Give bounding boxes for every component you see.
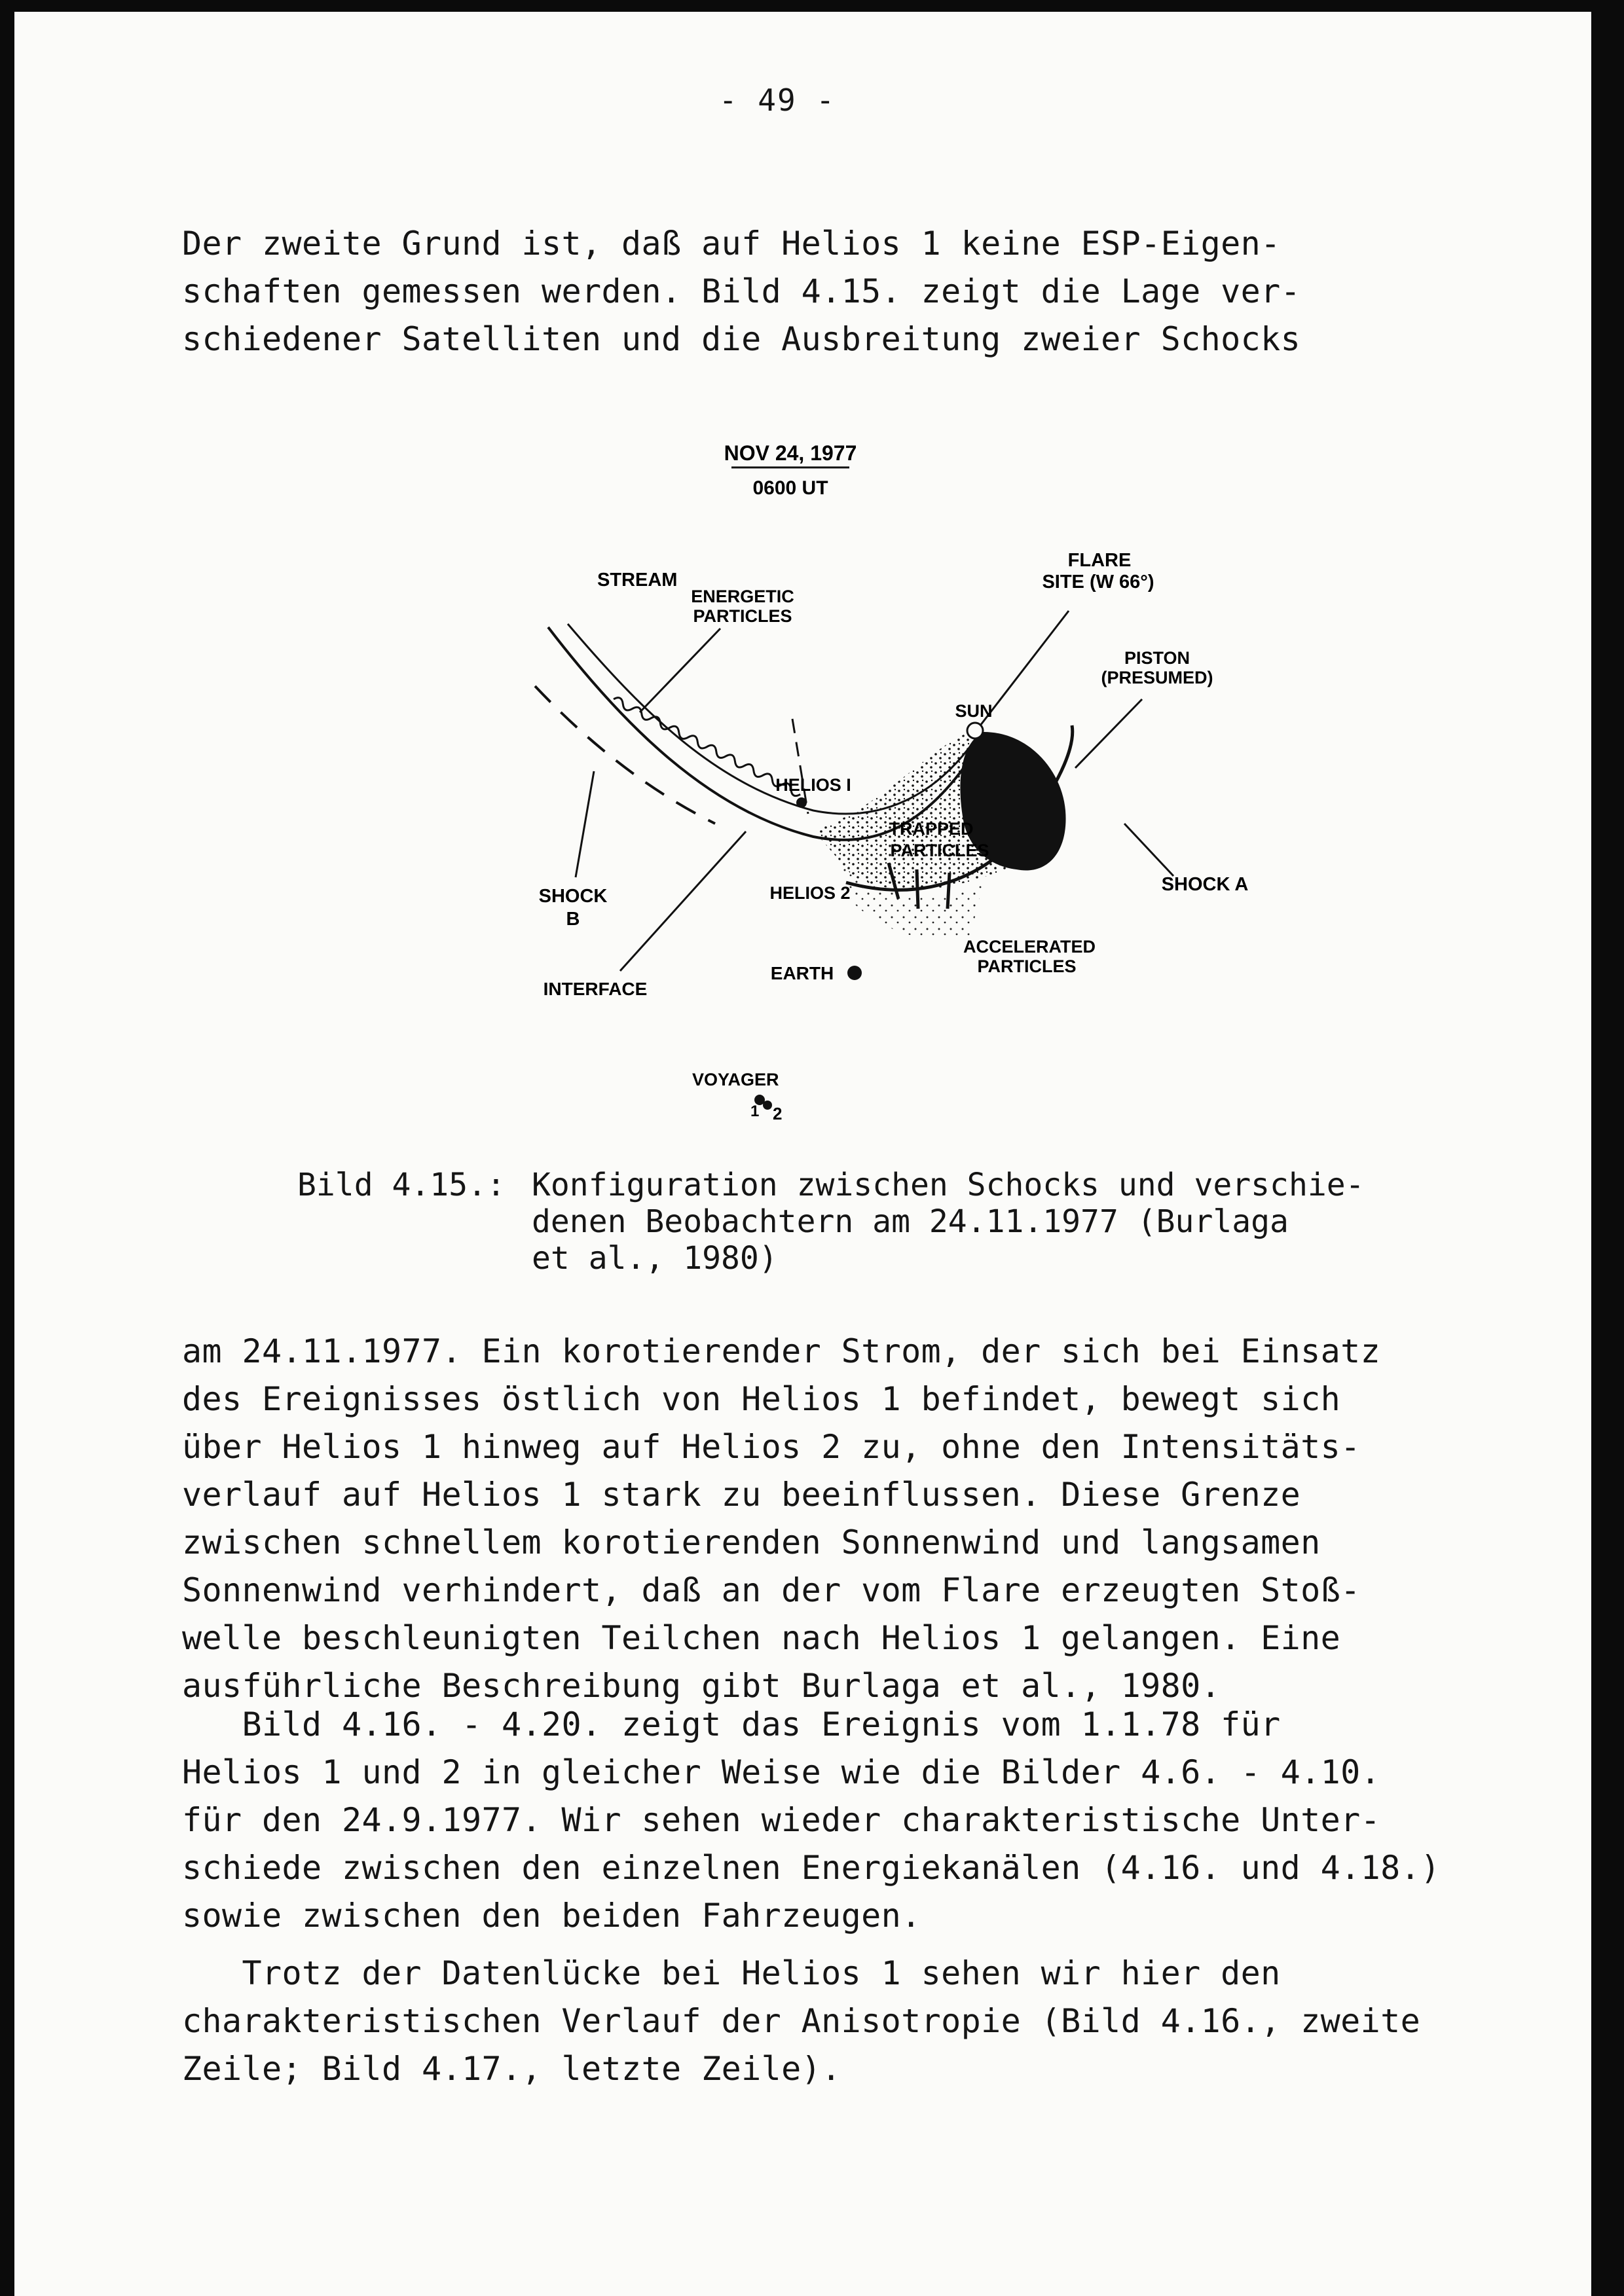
text-line: des Ereignisses östlich von Helios 1 befindet, bewegt sich	[182, 1380, 1341, 1418]
label-voyager-1: 1	[750, 1102, 760, 1120]
label-flare-site: SITE (W 66°)	[1042, 572, 1154, 592]
body-paragraph-1	[182, 1328, 1492, 1710]
leader-shock-b	[576, 771, 594, 877]
helios2-tick	[948, 873, 950, 909]
body-paragraph-2	[182, 1701, 1492, 1940]
label-earth: EARTH	[770, 963, 834, 983]
text-line: Der zweite Grund ist, daß auf Helios 1 keine ESP-Eigen-	[182, 225, 1281, 263]
label-piston-presumed: (PRESUMED)	[1101, 668, 1213, 687]
body-paragraph-3	[182, 1950, 1492, 2093]
shock-configuration-figure	[512, 431, 1272, 1138]
leader-interface	[620, 831, 746, 971]
text-line: schiede zwischen den einzelnen Energiekanälen (4.16. und 4.18.)	[182, 1849, 1441, 1887]
label-shock-b-letter: B	[566, 909, 580, 930]
text-line: verlauf auf Helios 1 stark zu beeinflussen. Diese Grenze	[182, 1476, 1301, 1514]
text-line: für den 24.9.1977. Wir sehen wieder charakteristische Unter-	[182, 1801, 1381, 1839]
label-trapped-particles: PARTICLES	[890, 841, 989, 860]
page-number: - 49 -	[718, 82, 836, 118]
label-stream: STREAM	[597, 570, 678, 591]
label-helios2: HELIOS 2	[769, 883, 851, 903]
label-helios1: HELIOS I	[775, 775, 851, 795]
text-line: charakteristischen Verlauf der Anisotropie (Bild 4.16., zweite	[182, 2002, 1421, 2040]
figure-date: NOV 24, 1977	[724, 441, 857, 465]
text-line: schaften gemessen werden. Bild 4.15. zeigt die Lage ver-	[182, 272, 1301, 310]
earth-marker	[847, 966, 862, 980]
label-trapped: TRAPPED	[889, 819, 974, 839]
leader-energetic	[640, 629, 720, 712]
label-sun: SUN	[955, 701, 993, 721]
caption-line: et al., 1980)	[532, 1240, 778, 1277]
label-voyager-2: 2	[773, 1104, 783, 1123]
text-line: ausführliche Beschreibung gibt Burlaga et al., 1980.	[182, 1667, 1221, 1705]
leader-flare	[980, 611, 1069, 725]
text-line: Zeile; Bild 4.17., letzte Zeile).	[182, 2050, 841, 2088]
figure-time: 0600 UT	[752, 477, 828, 499]
text-line: am 24.11.1977. Ein korotierender Strom, der sich bei Einsatz	[182, 1332, 1381, 1370]
label-shock-b: SHOCK	[538, 886, 608, 907]
text-line: Bild 4.16. - 4.20. zeigt das Ereignis vom 1.1.78 für	[182, 1705, 1281, 1743]
text-line: schiedener Satelliten und die Ausbreitung zweier Schocks	[182, 320, 1301, 358]
text-line: sowie zwischen den beiden Fahrzeugen.	[182, 1897, 921, 1935]
caption-line: denen Beobachtern am 24.11.1977 (Burlaga	[532, 1203, 1289, 1240]
label-flare: FLARE	[1067, 550, 1132, 571]
text-line: Helios 1 und 2 in gleicher Weise wie die Bilder 4.6. - 4.10.	[182, 1753, 1381, 1791]
leader-piston	[1075, 699, 1142, 768]
helios2-tick	[917, 869, 918, 909]
label-piston: PISTON	[1124, 648, 1190, 668]
label-accelerated-particles: PARTICLES	[977, 957, 1077, 976]
caption-line: Konfiguration zwischen Schocks und verschie-	[532, 1167, 1365, 1203]
label-energetic: ENERGETIC	[691, 587, 794, 606]
text-line: Trotz der Datenlücke bei Helios 1 sehen wir hier den	[182, 1954, 1281, 1992]
document-page	[14, 12, 1591, 2296]
label-shock-a: SHOCK A	[1161, 874, 1249, 895]
label-voyager: VOYAGER	[692, 1070, 779, 1089]
label-accelerated: ACCELERATED	[963, 937, 1096, 957]
leader-shock-a	[1124, 824, 1173, 876]
text-line: welle beschleunigten Teilchen nach Helios 1 gelangen. Eine	[182, 1619, 1341, 1657]
intro-paragraph	[182, 220, 1492, 363]
text-line: Sonnenwind verhindert, daß an der vom Flare erzeugten Stoß-	[182, 1571, 1361, 1609]
label-energetic-particles: PARTICLES	[693, 606, 792, 626]
label-interface: INTERFACE	[543, 979, 648, 999]
voyager-marker	[763, 1101, 772, 1110]
shock-b-curve	[535, 686, 715, 824]
text-line: über Helios 1 hinweg auf Helios 2 zu, ohne den Intensitäts-	[182, 1428, 1361, 1466]
caption-label: Bild 4.15.:	[297, 1167, 506, 1203]
helios1-marker	[796, 797, 807, 808]
caption-text	[532, 1167, 1365, 1277]
text-line: zwischen schnellem korotierenden Sonnenwind und langsamen	[182, 1523, 1321, 1561]
